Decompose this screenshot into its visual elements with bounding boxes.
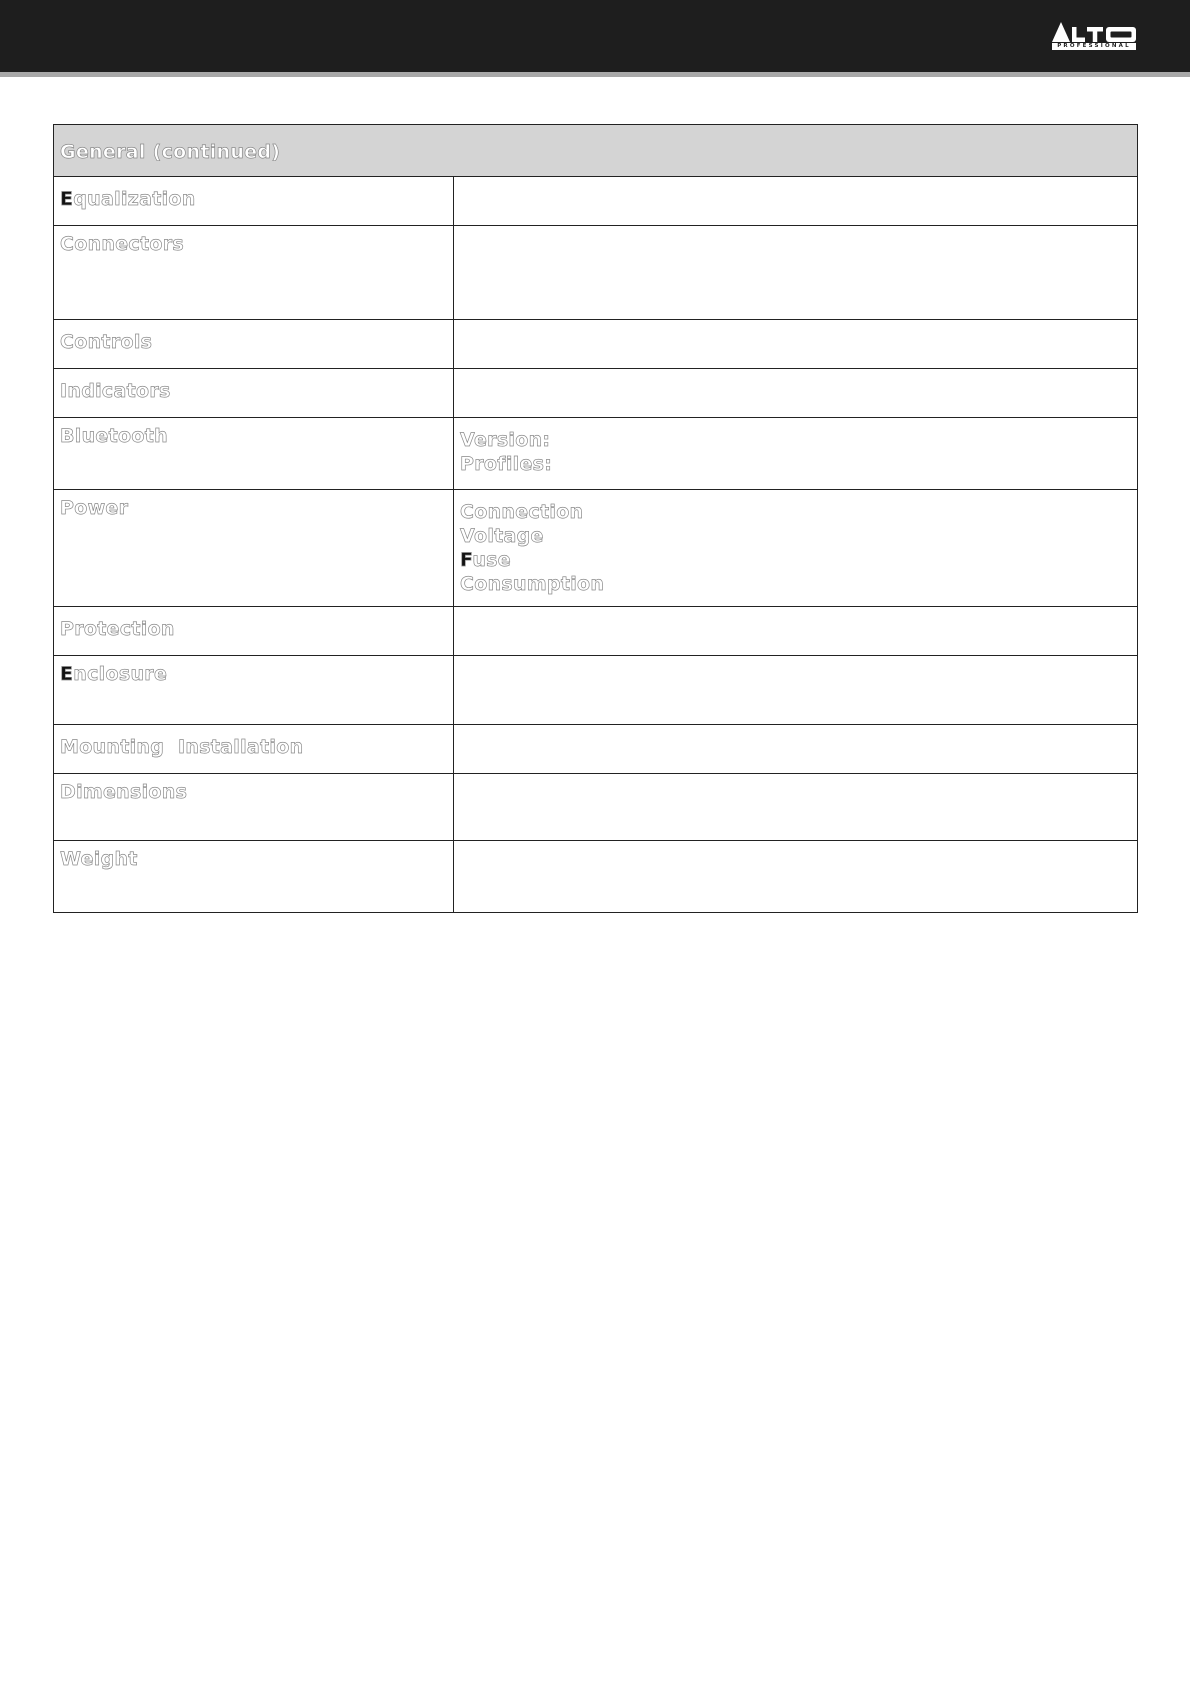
row-label-dimensions	[54, 774, 454, 841]
row-label-text: Equalization	[60, 188, 196, 210]
row-label-text: Controls	[60, 331, 153, 353]
table-row	[54, 841, 1138, 913]
row-label-text: Dimensions	[60, 781, 188, 803]
table-row	[54, 320, 1138, 369]
table-row	[54, 607, 1138, 656]
spec-table	[53, 124, 1138, 913]
row-label-power	[54, 490, 454, 607]
row-value-bluetooth	[454, 418, 1138, 490]
row-label-controls	[54, 320, 454, 369]
header-divider	[0, 72, 1190, 77]
page-header	[0, 0, 1190, 72]
row-label-text: Connectors	[60, 233, 185, 255]
row-value	[454, 226, 1138, 320]
row-value	[454, 656, 1138, 725]
table-row	[54, 418, 1138, 490]
table-row	[54, 656, 1138, 725]
row-label-connectors	[54, 226, 454, 320]
table-row	[54, 490, 1138, 607]
row-label-weight	[54, 841, 454, 913]
row-label-text: Weight	[60, 848, 138, 870]
bluetooth-version-label: Version:	[460, 429, 551, 451]
power-fuse-label: Fuse	[460, 549, 511, 571]
row-label-bluetooth	[54, 418, 454, 490]
row-value	[454, 369, 1138, 418]
power-voltage-label: Voltage	[460, 525, 544, 547]
row-label-text: Power	[60, 497, 129, 519]
section-header-row	[54, 125, 1138, 177]
row-value	[454, 841, 1138, 913]
row-label-text: Enclosure	[60, 663, 168, 685]
row-value-power	[454, 490, 1138, 607]
table-row	[54, 774, 1138, 841]
row-value	[454, 177, 1138, 226]
row-label-text: Bluetooth	[60, 425, 168, 447]
row-label-text: Indicators	[60, 380, 171, 402]
table-row	[54, 226, 1138, 320]
row-label-protection	[54, 607, 454, 656]
alto-wordmark-icon	[1052, 21, 1138, 43]
power-consumption-label: Consumption	[460, 573, 605, 595]
row-label-text: Protection	[60, 618, 175, 640]
row-label-mounting-installation	[54, 725, 454, 774]
table-row	[54, 369, 1138, 418]
row-value	[454, 320, 1138, 369]
section-title: General (continued)	[54, 125, 1138, 177]
logo-subtext: PROFESSIONAL	[1052, 43, 1136, 50]
row-value	[454, 725, 1138, 774]
table-row	[54, 725, 1138, 774]
alto-logo	[1052, 21, 1138, 53]
table-row	[54, 177, 1138, 226]
row-value	[454, 774, 1138, 841]
power-connection-label: Connection	[460, 501, 584, 523]
row-label-equalization	[54, 177, 454, 226]
row-value	[454, 607, 1138, 656]
bluetooth-profiles-label: Profiles:	[460, 453, 553, 475]
row-label-enclosure	[54, 656, 454, 725]
row-label-indicators	[54, 369, 454, 418]
row-label-text: Mounting Installation	[60, 736, 304, 758]
